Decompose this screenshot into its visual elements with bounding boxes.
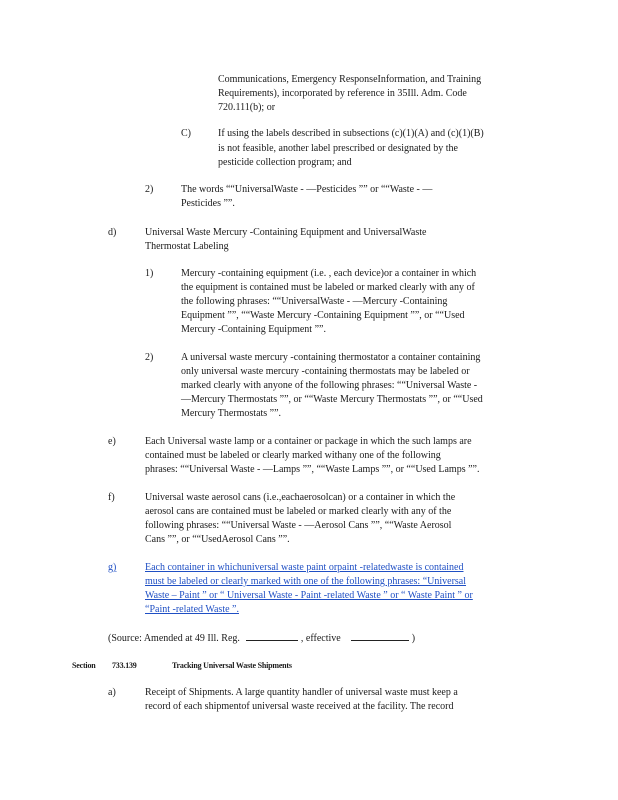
item-e-line-1: Each Universal waste lamp or a container or package in which the such lamps are bbox=[145, 436, 472, 447]
source-note bbox=[108, 631, 415, 645]
item-d1-line-4: Equipment ””, ““Waste Mercury -Containing Equipment ””, or ““Used bbox=[181, 310, 465, 321]
item-d2-label: 2) bbox=[145, 352, 154, 363]
item-d-title-1: Universal Waste Mercury -Containing Equipment and UniversalWaste bbox=[145, 227, 427, 238]
item-d2-line-5: Mercury Thermostats ””. bbox=[181, 408, 282, 419]
item-g-line-1: Each container in whichuniversal waste paint orpaint -relatedwaste is contained bbox=[145, 562, 464, 573]
item-c-line-1: If using the labels described in subsections (c)(1)(A) and (c)(1)(B) bbox=[218, 128, 484, 139]
item-2-line-1: The words ““UniversalWaste - —Pesticides ”” or ““Waste - — bbox=[181, 184, 433, 195]
item-d-title-2: Thermostat Labeling bbox=[145, 241, 229, 252]
item-e-line-3: phrases: ““Universal Waste - —Lamps ””, ““Waste Lamps ””, or ““Used Lamps ””. bbox=[145, 464, 480, 475]
item-f-line-4: Cans ””, or ““UsedAerosol Cans ””. bbox=[145, 534, 290, 545]
source-suffix: ) bbox=[411, 633, 416, 644]
section-title: Tracking Universal Waste Shipments bbox=[172, 661, 292, 670]
item-a-label: a) bbox=[108, 687, 116, 698]
register-blank bbox=[246, 631, 298, 641]
item-d2-line-2: only universal waste mercury -containing thermostats may be labeled or bbox=[181, 366, 470, 377]
item-f-line-3: following phrases: ““Universal Waste - —Aerosol Cans ””, ““Waste Aerosol bbox=[145, 520, 452, 531]
effective-date-blank bbox=[351, 631, 409, 641]
item-d1-line-5: Mercury -Containing Equipment ””. bbox=[181, 324, 326, 335]
item-g-line-4: “Paint -related Waste ”. bbox=[145, 604, 239, 615]
item-d1-line-1: Mercury -containing equipment (i.e. , each device)or a container in which bbox=[181, 268, 477, 279]
item-f-line-2: aerosol cans are contained must be labeled or marked clearly with any of the bbox=[145, 506, 452, 517]
top-line-2: Requirements), incorporated by reference in 35Ill. Adm. Code bbox=[218, 88, 467, 99]
top-line-1: Communications, Emergency ResponseInformation, and Training bbox=[218, 74, 482, 85]
item-c-line-3: pesticide collection program; and bbox=[218, 157, 352, 168]
item-g-line-2: must be labeled or clearly marked with one of the following phrases: “Universal bbox=[145, 576, 467, 587]
item-2-label: 2) bbox=[145, 184, 154, 195]
item-e-label: e) bbox=[108, 436, 116, 447]
item-c-line-2: is not feasible, another label prescribed or designated by the bbox=[218, 143, 458, 154]
item-d1-label: 1) bbox=[145, 268, 154, 279]
item-d2-line-3: marked clearly with anyone of the following phrases: ““Universal Waste - bbox=[181, 380, 478, 391]
item-f-label: f) bbox=[108, 492, 115, 503]
item-e-line-2: contained must be labeled or clearly marked withany one of the following bbox=[145, 450, 441, 461]
item-d1-line-2: the equipment is contained must be labeled or marked clearly with any of bbox=[181, 282, 475, 293]
section-number: 733.139 bbox=[112, 661, 137, 670]
item-g-line-3: Waste – Paint ” or “ Universal Waste - Paint -related Waste ” or “ Waste Paint ” or bbox=[145, 590, 473, 601]
item-g-label: g) bbox=[108, 562, 117, 573]
top-line-3: 720.111(b); or bbox=[218, 102, 276, 113]
item-f-line-1: Universal waste aerosol cans (i.e.,eachaerosolcan) or a container in which the bbox=[145, 492, 456, 503]
item-a-line-2: record of each shipmentof universal waste received at the facility. The record bbox=[145, 701, 454, 712]
source-prefix: (Source: Amended at 49 Ill. Reg. bbox=[108, 633, 240, 644]
item-d2-line-1: A universal waste mercury -containing thermostator a container containing bbox=[181, 352, 481, 363]
item-a-line-1: Receipt of Shipments. A large quantity handler of universal waste must keep a bbox=[145, 687, 458, 698]
item-c-label: C) bbox=[181, 128, 191, 139]
section-label: Section bbox=[72, 661, 96, 670]
source-mid: , effective bbox=[300, 633, 341, 644]
item-d1-line-3: the following phrases: ““UniversalWaste - —Mercury -Containing bbox=[181, 296, 448, 307]
item-2-line-2: Pesticides ””. bbox=[181, 198, 235, 209]
item-d2-line-4: —Mercury Thermostats ””, or ““Waste Mercury Thermostats ””, or ““Used bbox=[181, 394, 483, 405]
item-d-label: d) bbox=[108, 227, 117, 238]
